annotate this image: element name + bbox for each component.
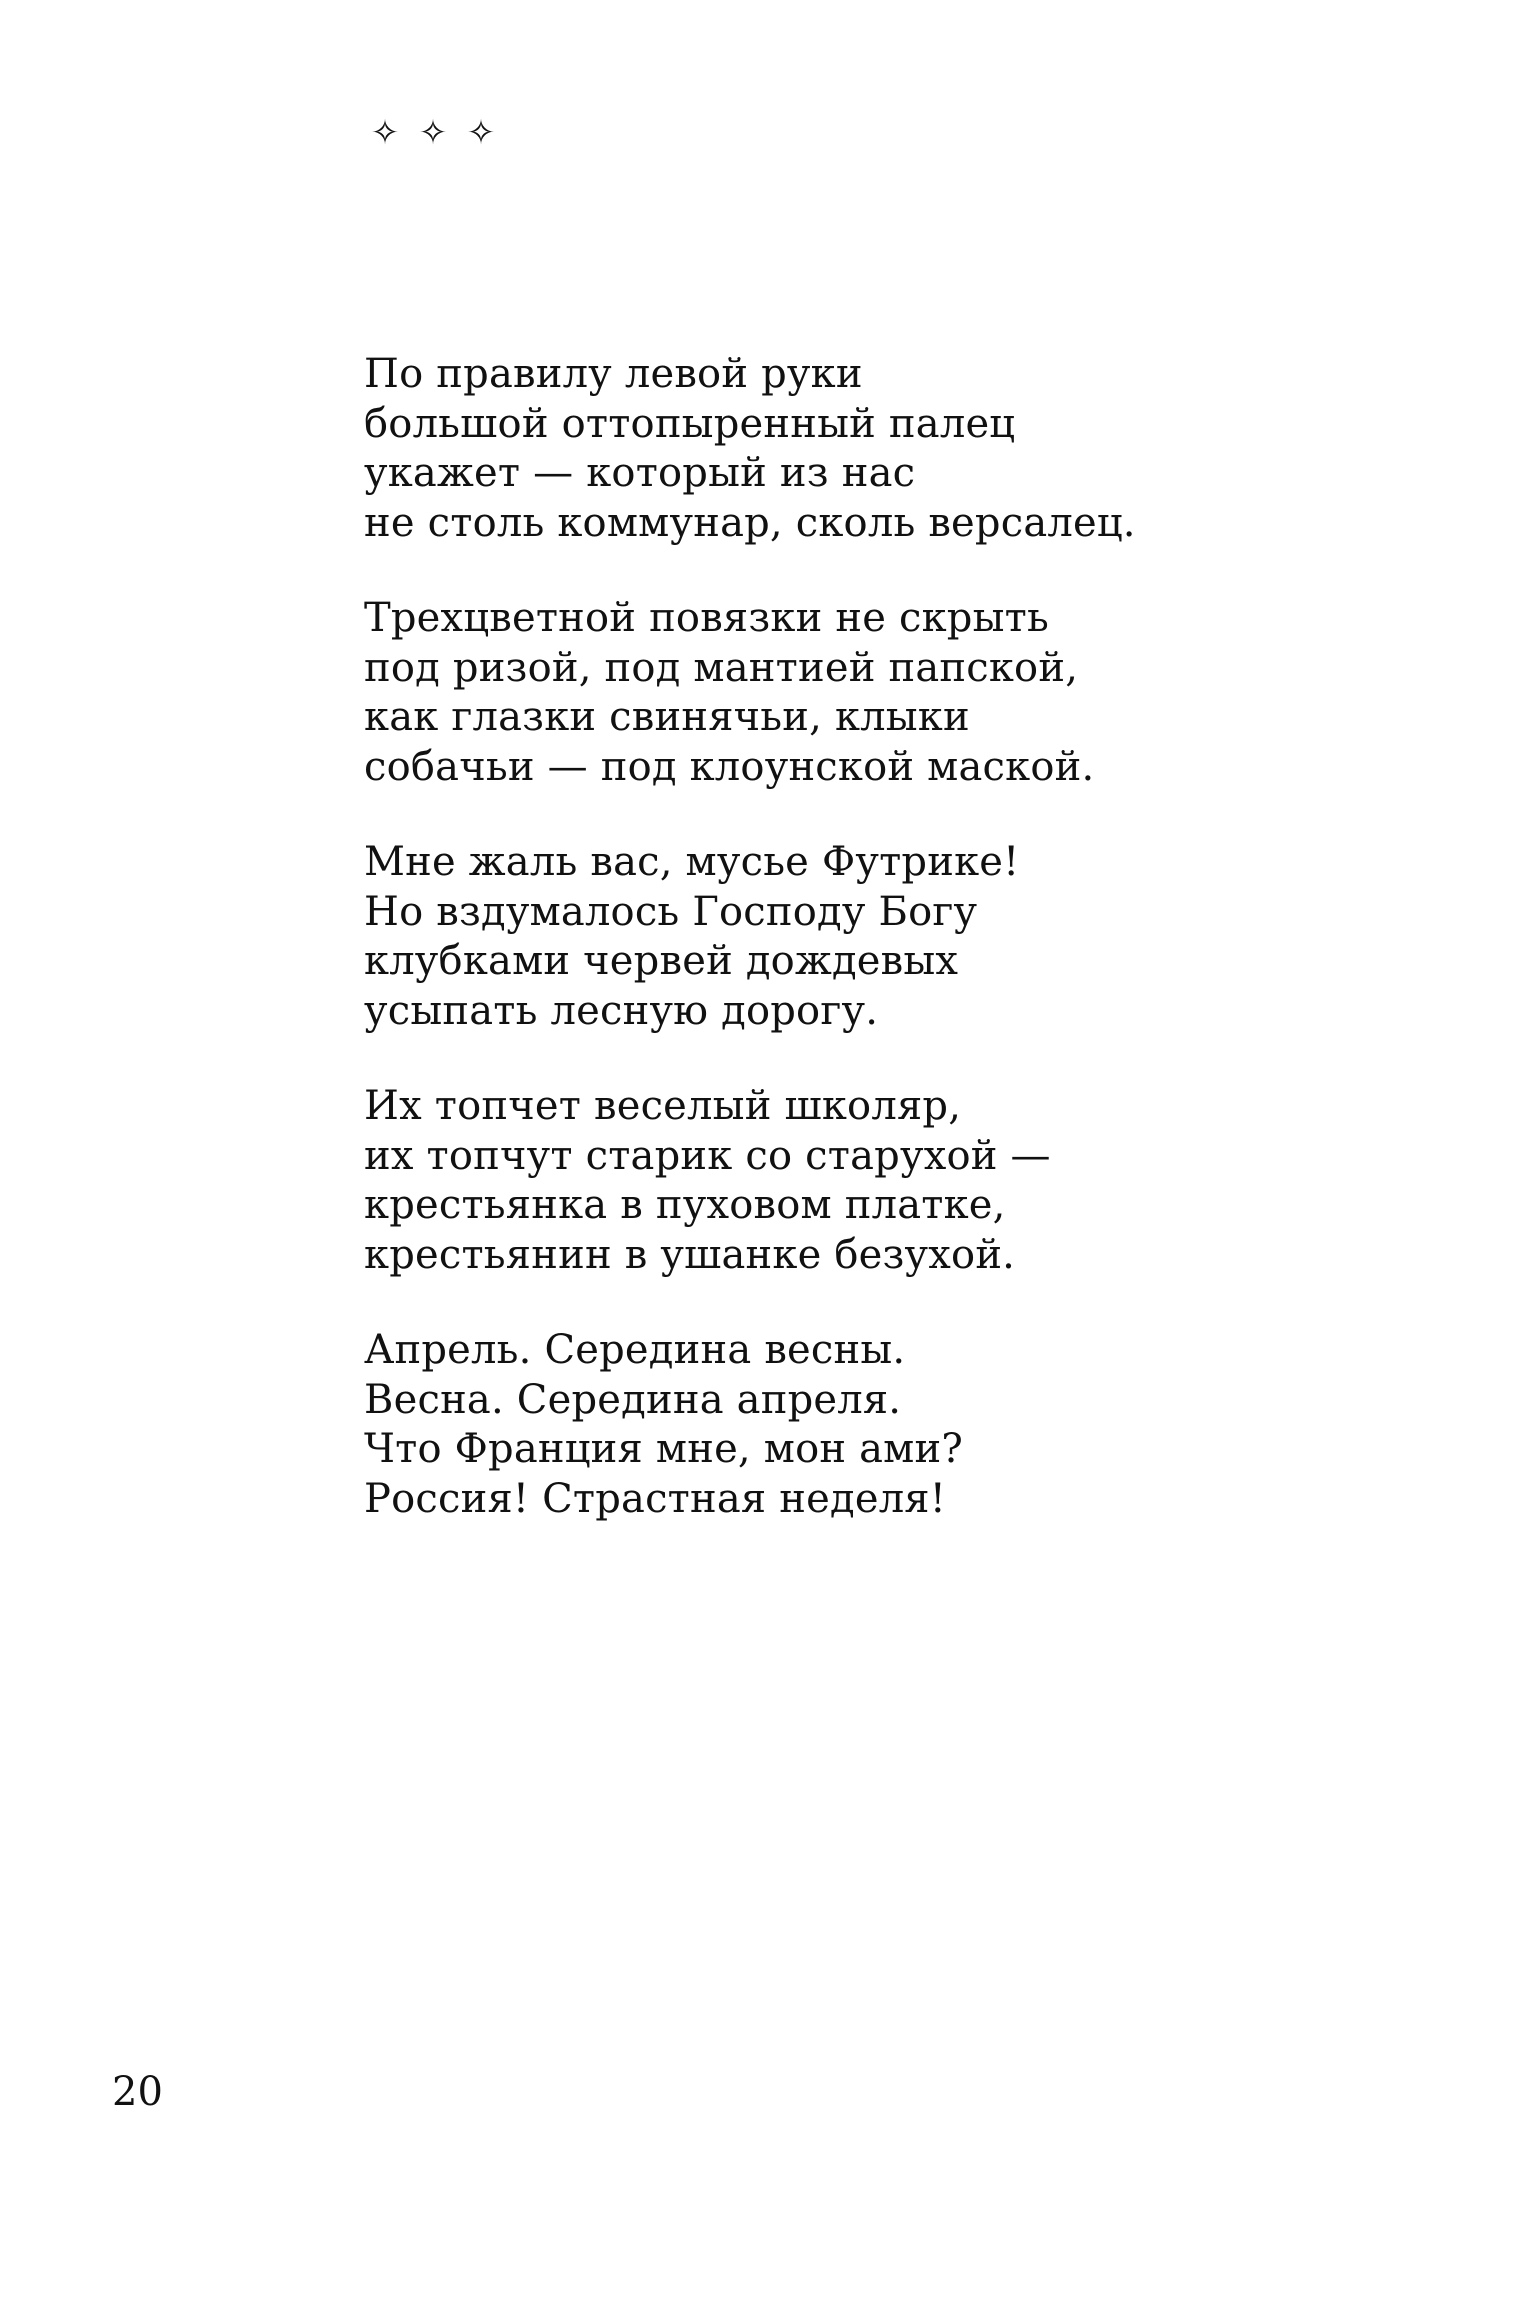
poem-line: Мне жаль вас, мусье Футрике!: [364, 839, 1020, 885]
poem-line: собачьи — под клоунской маской.: [364, 743, 1095, 790]
section-ornament: [368, 113, 498, 153]
poem-line: усыпать лесную дорогу.: [364, 987, 879, 1034]
poem-line: их топчут старик со старухой —: [364, 1132, 1051, 1179]
poem-line: По правилу левой руки: [364, 351, 863, 397]
stanza: [364, 1082, 1364, 1280]
poem-line: Весна. Середина апреля.: [364, 1376, 902, 1423]
poem-line: клубками червей дождевых: [364, 938, 959, 984]
poem-line: большой оттопыренный палец: [364, 400, 1016, 447]
poem-line: крестьянка в пуховом платке,: [364, 1182, 1006, 1228]
star-ornament-icon: ✧: [370, 113, 400, 153]
poem-line: Россия! Страстная неделя!: [364, 1475, 947, 1522]
poem-line: крестьянин в ушанке безухой.: [364, 1231, 1016, 1278]
stanza: [364, 350, 1364, 548]
poem-line: Но вздумалось Господу Богу: [364, 888, 978, 935]
stanza: [364, 838, 1364, 1036]
poem-line: Трехцветной повязки не скрыть: [364, 595, 1049, 641]
poem-line: не столь коммунар, сколь версалец.: [364, 499, 1136, 546]
poem-line: под ризой, под мантией папской,: [364, 644, 1079, 691]
stanza: [364, 1326, 1364, 1524]
page-number: 20: [112, 2069, 163, 2115]
poem-line: Апрель. Середина весны.: [364, 1327, 906, 1373]
poem-line: Их топчет веселый школяр,: [364, 1083, 962, 1129]
poem-line: как глазки свинячьи, клыки: [364, 694, 970, 740]
stanza: [364, 594, 1364, 792]
poem-line: Что Франция мне, мон ами?: [364, 1426, 964, 1472]
star-ornament-icon: ✧: [418, 113, 448, 153]
poem: [364, 350, 1364, 1570]
poem-line: укажет — который из нас: [364, 450, 916, 496]
star-ornament-icon: ✧: [466, 113, 496, 153]
